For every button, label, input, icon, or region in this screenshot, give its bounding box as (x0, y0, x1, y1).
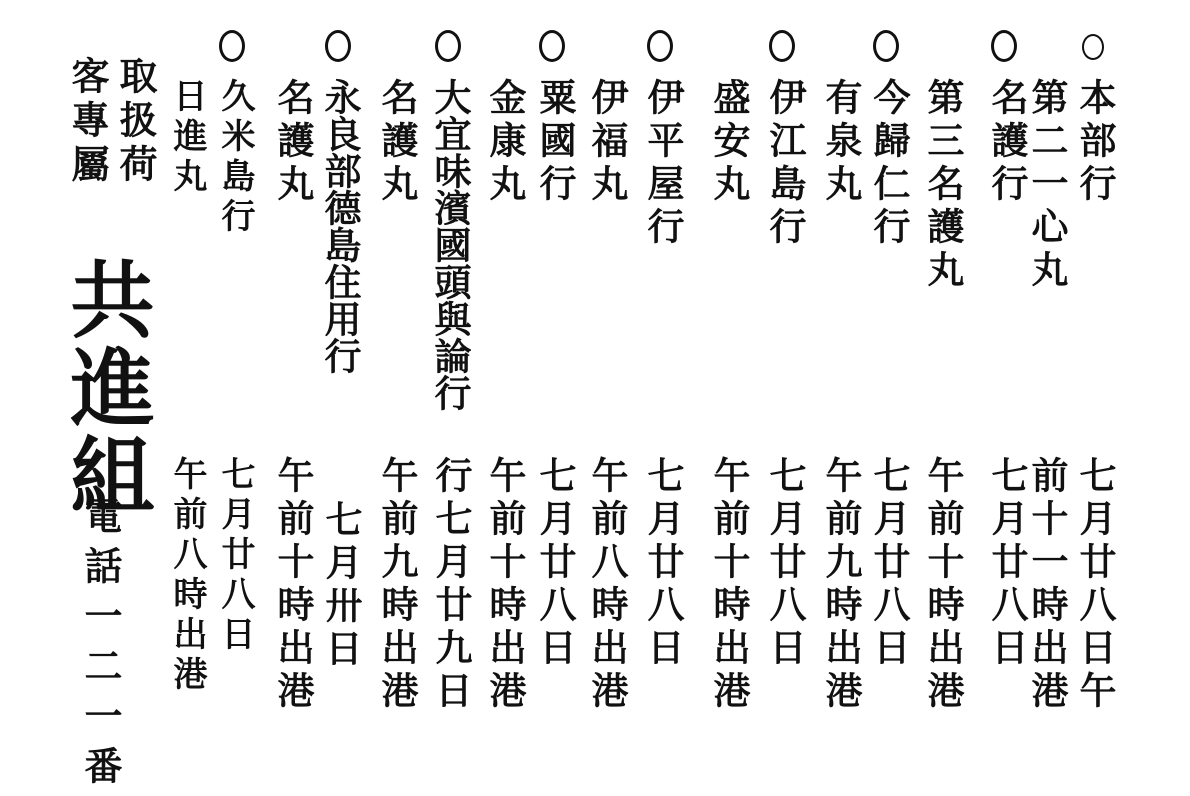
ship-route-text: 伊福丸 (585, 78, 629, 207)
schedule-text: 午前十時出港 (271, 456, 315, 714)
ship-route-text: 今歸仁行 (867, 78, 911, 250)
schedule-text: 午前九時出港 (819, 456, 863, 714)
circle-marker-icon (873, 30, 899, 62)
schedule-text: 七月廿八日 (215, 456, 255, 656)
schedule-text: 七月廿八日 (867, 456, 911, 671)
schedule-text: 午前九時出港 (375, 456, 419, 714)
schedule-text: 七月卅日 (319, 500, 363, 672)
ship-route-text: 伊江島行 (763, 78, 807, 250)
ship-route-text: 伊平屋行 (641, 78, 685, 250)
schedule-text: 前十一時出港 (1025, 456, 1069, 714)
ship-route-text: 有泉丸 (819, 78, 863, 207)
ship-route-text: 第二一心丸 (1025, 78, 1069, 293)
ship-route-text: 永良部德島住用行 (318, 78, 362, 374)
ship-route-text: 粟國行 (533, 78, 577, 207)
ship-route-text: 第三名護丸 (921, 78, 965, 293)
schedule-text: 午前八時出港 (585, 456, 629, 714)
ship-route-text: 日進丸 (167, 78, 207, 198)
ship-route-text: 本部行 (1073, 78, 1117, 207)
circle-marker-icon (991, 30, 1017, 62)
agency-title: 共進組 (57, 256, 156, 520)
ship-route-text: 金康丸 (483, 78, 527, 207)
circle-marker-icon (1082, 34, 1104, 60)
ship-route-text: 名護行 (985, 78, 1029, 207)
circle-marker-icon (539, 30, 565, 62)
schedule-text: 行七月廿九日 (429, 456, 473, 714)
ship-route-text: 久米島行 (215, 78, 255, 238)
schedule-text: 午前十時出港 (921, 456, 965, 714)
schedule-text: 午前八時出港 (167, 456, 207, 696)
circle-marker-icon (769, 30, 795, 62)
circle-marker-icon (325, 30, 351, 62)
schedule-text: 七月廿八日 (641, 456, 685, 671)
circle-marker-icon (435, 30, 461, 62)
schedule-text: 七月廿八日 (985, 456, 1029, 671)
agency-phone: 電話一二一番 (78, 496, 123, 796)
ship-route-text: 盛安丸 (707, 78, 751, 207)
circle-marker-icon (647, 30, 673, 62)
circle-marker-icon (219, 30, 245, 62)
ship-route-text: 名護丸 (375, 78, 419, 207)
schedule-text: 七月廿八日 (763, 456, 807, 671)
ship-route-text: 大宜味濱國頭與論行 (428, 78, 472, 411)
schedule-text: 七月廿八日午 (1073, 456, 1117, 714)
schedule-text: 七月廿八日 (533, 456, 577, 671)
schedule-text: 午前十時出港 (707, 456, 751, 714)
schedule-text: 午前十時出港 (483, 456, 527, 714)
ship-route-text: 名護丸 (271, 78, 315, 207)
